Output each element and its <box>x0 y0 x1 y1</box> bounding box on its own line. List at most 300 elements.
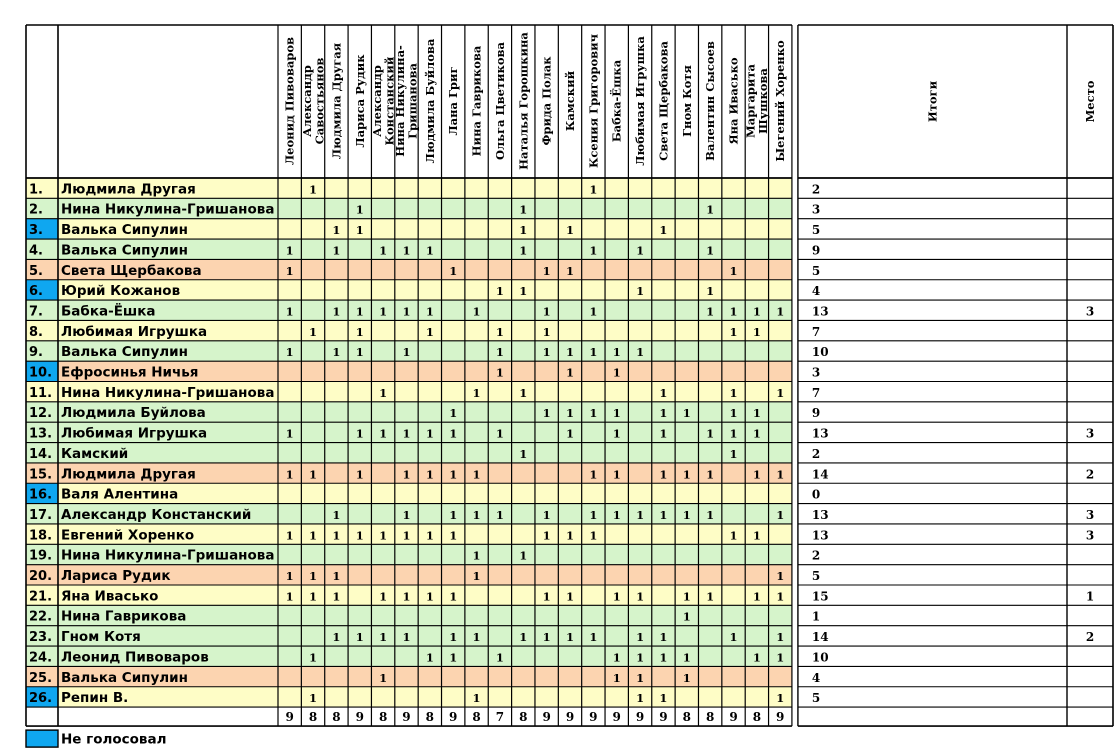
row-total-cell <box>798 382 1113 402</box>
vote-mark: 1 <box>285 528 294 543</box>
vote-mark: 1 <box>565 589 575 604</box>
row-total: 1 <box>811 609 821 624</box>
vote-mark: 1 <box>425 243 434 258</box>
row-number: 8. <box>29 324 43 340</box>
row-number: 26. <box>29 691 53 707</box>
column-total: 9 <box>659 710 668 725</box>
vote-mark: 1 <box>519 630 528 645</box>
vote-mark: 1 <box>636 284 645 299</box>
row-total-cell <box>798 341 1113 361</box>
vote-mark: 1 <box>449 426 458 441</box>
vote-mark: 1 <box>309 691 318 706</box>
column-header-10 <box>493 41 507 159</box>
vote-mark: 1 <box>589 630 598 645</box>
row-name: Яна Ивасько <box>61 588 159 605</box>
vote-mark: 1 <box>472 691 481 706</box>
vote-mark: 1 <box>542 263 551 278</box>
vote-mark: 1 <box>332 630 341 645</box>
row-place: 3 <box>1085 528 1095 543</box>
row-number: 7. <box>29 304 43 320</box>
column-header-18 <box>680 65 694 137</box>
vote-mark: 1 <box>332 528 341 543</box>
row-total: 15 <box>811 589 829 604</box>
row-total-cell <box>798 605 1113 625</box>
row-number: 5. <box>29 263 43 279</box>
row-name: Людмила Другая <box>61 466 196 483</box>
row-number: 9. <box>29 345 43 361</box>
row-place: 2 <box>1085 467 1095 482</box>
row-place: 3 <box>1085 507 1095 522</box>
column-header-22 <box>773 40 787 162</box>
row-total-cell <box>798 443 1113 463</box>
column-header-label: Александр <box>299 65 314 137</box>
vote-mark: 1 <box>449 406 458 421</box>
vote-mark: 1 <box>425 324 434 339</box>
column-header-label: Яна Ивасько <box>726 57 741 145</box>
vote-mark: 1 <box>612 507 621 522</box>
row-total: 13 <box>811 528 829 543</box>
vote-mark: 1 <box>729 304 738 319</box>
column-header-21 <box>744 64 771 138</box>
vote-mark: 1 <box>495 507 504 522</box>
vote-mark: 1 <box>589 345 598 360</box>
vote-mark: 1 <box>729 426 738 441</box>
row-number: 25. <box>29 670 53 686</box>
vote-mark: 1 <box>495 284 504 299</box>
row-name: Валя Алентина <box>61 486 179 503</box>
column-header-label: Валентин Сысоев <box>703 41 718 161</box>
row-total: 9 <box>811 406 821 421</box>
column-total: 9 <box>285 710 294 725</box>
column-total: 8 <box>682 710 691 725</box>
row-total: 9 <box>811 243 821 258</box>
vote-mark: 1 <box>355 202 364 217</box>
vote-mark: 1 <box>729 324 738 339</box>
vote-mark: 1 <box>729 385 738 400</box>
row-total-cell <box>798 178 1113 198</box>
vote-mark: 1 <box>589 507 598 522</box>
vote-mark: 1 <box>285 345 294 360</box>
column-total: 8 <box>472 710 481 725</box>
column-header-label: Лариса Рудик <box>352 54 367 148</box>
column-total: 9 <box>776 710 785 725</box>
vote-mark: 1 <box>519 446 528 461</box>
vote-mark: 1 <box>589 304 598 319</box>
row-number: 23. <box>29 630 53 646</box>
column-header-label: Леонид Пивоваров <box>282 37 297 165</box>
vote-mark: 1 <box>495 365 504 380</box>
vote-mark: 1 <box>682 670 691 685</box>
vote-mark: 1 <box>682 467 691 482</box>
vote-mark: 1 <box>355 426 364 441</box>
vote-mark: 1 <box>752 467 761 482</box>
vote-mark: 1 <box>612 365 621 380</box>
legend-label: Не голосовал <box>61 731 167 748</box>
vote-mark: 1 <box>309 467 318 482</box>
vote-mark: 1 <box>776 507 785 522</box>
vote-mark: 1 <box>472 385 481 400</box>
vote-mark: 1 <box>729 406 738 421</box>
column-header-label: Констанский <box>382 56 397 146</box>
vote-mark: 1 <box>682 650 691 665</box>
vote-mark: 1 <box>495 324 504 339</box>
column-total: 8 <box>308 710 318 725</box>
vote-mark: 1 <box>729 630 738 645</box>
vote-mark: 1 <box>659 691 668 706</box>
vote-mark: 1 <box>776 691 785 706</box>
vote-mark: 1 <box>565 365 575 380</box>
row-total: 13 <box>811 426 829 441</box>
row-number: 16. <box>29 487 53 503</box>
row-total-cell <box>798 219 1113 239</box>
row-total-cell <box>798 361 1113 381</box>
place-header: Место <box>1083 80 1097 123</box>
row-name: Нина Никулина-Гришанова <box>61 384 275 401</box>
vote-mark: 1 <box>776 650 785 665</box>
vote-mark: 1 <box>682 609 691 624</box>
vote-mark: 1 <box>565 630 575 645</box>
vote-mark: 1 <box>752 528 761 543</box>
column-header-16 <box>633 36 647 166</box>
column-total: 9 <box>612 710 621 725</box>
vote-mark: 1 <box>449 650 458 665</box>
vote-mark: 1 <box>332 223 341 238</box>
vote-mark: 1 <box>776 589 785 604</box>
vote-mark: 1 <box>519 223 528 238</box>
vote-mark: 1 <box>309 569 318 583</box>
row-total-cell <box>798 422 1113 442</box>
row-total-cell <box>798 463 1113 483</box>
vote-mark: 1 <box>332 507 341 522</box>
row-name: Валька Сипулин <box>61 669 188 686</box>
column-header-3 <box>329 42 343 159</box>
vote-mark: 1 <box>472 467 481 482</box>
vote-mark: 1 <box>542 589 551 604</box>
row-name: Нина Никулина-Гришанова <box>61 201 275 218</box>
vote-mark: 1 <box>612 467 621 482</box>
row-total-cell <box>798 565 1113 585</box>
vote-mark: 1 <box>659 426 668 441</box>
column-header-1 <box>283 37 297 165</box>
vote-mark: 1 <box>332 569 341 583</box>
row-total-cell <box>798 280 1113 300</box>
vote-mark: 1 <box>612 589 621 604</box>
vote-mark: 1 <box>309 589 318 604</box>
vote-mark: 1 <box>565 528 575 543</box>
vote-mark: 1 <box>682 406 691 421</box>
row-name: Камский <box>61 445 129 462</box>
column-total: 8 <box>378 710 388 725</box>
row-band <box>58 443 792 463</box>
vote-mark: 1 <box>636 650 645 665</box>
column-header-label: Нина Никулина- <box>393 45 408 157</box>
vote-mark: 1 <box>706 284 715 299</box>
vote-mark: 1 <box>636 691 645 706</box>
row-total: 5 <box>811 263 821 278</box>
column-header-7 <box>423 38 437 163</box>
vote-mark: 1 <box>285 263 294 278</box>
row-name: Света Щербакова <box>61 262 202 279</box>
vote-mark: 1 <box>402 304 411 319</box>
column-total: 8 <box>519 710 528 725</box>
vote-mark: 1 <box>449 630 458 645</box>
row-name: Любимая Игрушка <box>61 425 208 442</box>
vote-mark: 1 <box>589 243 598 258</box>
vote-mark: 1 <box>565 426 575 441</box>
vote-mark: 1 <box>472 630 481 645</box>
vote-mark: 1 <box>309 182 318 197</box>
vote-mark: 1 <box>402 589 411 604</box>
row-name: Нина Никулина-Гришанова <box>61 547 275 564</box>
row-total: 7 <box>811 385 821 400</box>
row-total-cell <box>798 300 1113 320</box>
vote-mark: 1 <box>659 467 668 482</box>
row-name: Валька Сипулин <box>61 222 188 239</box>
vote-mark: 1 <box>472 548 481 563</box>
vote-mark: 1 <box>402 345 411 360</box>
vote-mark: 1 <box>355 630 364 645</box>
column-header-label: Маргарита <box>743 64 758 138</box>
row-name: Гном Котя <box>61 629 141 646</box>
vote-mark: 1 <box>659 385 668 400</box>
column-total: 8 <box>705 710 715 725</box>
column-total: 8 <box>332 710 341 725</box>
vote-mark: 1 <box>332 304 341 319</box>
vote-mark: 1 <box>285 467 294 482</box>
vote-mark: 1 <box>659 223 668 238</box>
column-header-label: Камский <box>563 70 577 132</box>
row-number: 13. <box>29 426 53 442</box>
vote-mark: 1 <box>449 507 458 522</box>
vote-mark: 1 <box>425 426 434 441</box>
vote-mark: 1 <box>565 223 575 238</box>
column-header-label: Шушкова <box>756 68 771 134</box>
column-total: 9 <box>355 710 364 725</box>
vote-mark: 1 <box>752 589 761 604</box>
column-total: 9 <box>589 710 598 725</box>
vote-mark: 1 <box>309 528 318 543</box>
vote-mark: 1 <box>542 304 551 319</box>
row-total: 2 <box>811 446 821 461</box>
column-header-label: Света Щербакова <box>656 41 671 161</box>
vote-mark: 1 <box>379 385 388 400</box>
row-total: 5 <box>811 223 821 238</box>
column-header-8 <box>446 66 460 135</box>
row-total-cell <box>798 585 1113 605</box>
vote-mark: 1 <box>589 528 598 543</box>
vote-mark: 1 <box>612 345 621 360</box>
column-header-2 <box>300 58 327 145</box>
vote-mark: 1 <box>379 528 388 543</box>
vote-mark: 1 <box>706 304 715 319</box>
row-name: Валька Сипулин <box>61 344 188 361</box>
vote-mark: 1 <box>472 569 481 583</box>
vote-mark: 1 <box>729 528 738 543</box>
row-total-cell <box>798 666 1113 686</box>
vote-mark: 1 <box>425 650 434 665</box>
vote-mark: 1 <box>776 385 785 400</box>
column-total: 9 <box>729 710 738 725</box>
row-total-cell <box>798 259 1113 279</box>
row-total: 2 <box>811 182 821 197</box>
vote-mark: 1 <box>636 630 645 645</box>
vote-mark: 1 <box>542 324 551 339</box>
vote-mark: 1 <box>682 589 691 604</box>
vote-mark: 1 <box>425 528 434 543</box>
row-total: 4 <box>811 670 821 685</box>
row-total: 10 <box>811 650 829 665</box>
row-total-cell <box>798 504 1113 524</box>
vote-mark: 1 <box>309 650 318 665</box>
vote-mark: 1 <box>285 569 294 583</box>
column-header-label: Ксения Григорович <box>586 33 601 169</box>
column-header-label: Людмила Буйлова <box>422 38 437 164</box>
column-header-label: Ольга Цветикова <box>492 42 507 160</box>
vote-mark: 1 <box>355 304 364 319</box>
column-total: 9 <box>402 710 411 725</box>
vote-mark: 1 <box>495 345 504 360</box>
vote-mark: 1 <box>449 528 458 543</box>
column-header-label: Фрида Полак <box>539 56 554 146</box>
vote-mark: 1 <box>589 182 598 197</box>
vote-mark: 1 <box>706 589 715 604</box>
row-total: 5 <box>811 569 821 583</box>
row-total-cell <box>798 402 1113 422</box>
vote-mark: 1 <box>472 304 481 319</box>
row-total: 3 <box>811 202 821 217</box>
column-header-label: Наталья Горошкина <box>516 32 531 170</box>
column-total: 8 <box>752 710 762 725</box>
vote-mark: 1 <box>636 589 645 604</box>
column-header-label: Нина Гаврикова <box>469 45 484 157</box>
row-name: Евгений Хоренко <box>61 527 195 544</box>
vote-mark: 1 <box>285 243 294 258</box>
vote-mark: 1 <box>636 243 645 258</box>
row-total: 14 <box>811 467 829 482</box>
vote-mark: 1 <box>379 630 388 645</box>
vote-mark: 1 <box>729 263 738 278</box>
column-total: 9 <box>542 710 551 725</box>
vote-mark: 1 <box>402 528 411 543</box>
row-number: 17. <box>29 507 53 523</box>
vote-mark: 1 <box>519 243 528 258</box>
vote-mark: 1 <box>402 507 411 522</box>
column-header-label: Гришанова <box>405 63 420 139</box>
vote-mark: 1 <box>565 263 575 278</box>
row-place: 1 <box>1085 589 1095 604</box>
row-name: Александр Констанский <box>61 506 252 523</box>
row-number: 14. <box>29 446 53 462</box>
row-number: 24. <box>29 650 53 666</box>
vote-mark: 1 <box>472 507 481 522</box>
vote-mark: 1 <box>402 243 411 258</box>
vote-mark: 1 <box>706 507 715 522</box>
vote-mark: 1 <box>425 589 434 604</box>
vote-mark: 1 <box>752 426 761 441</box>
row-total-cell <box>798 239 1113 259</box>
row-total: 14 <box>811 630 829 645</box>
vote-mark: 1 <box>659 507 668 522</box>
vote-mark: 1 <box>636 670 645 685</box>
row-number: 3. <box>29 223 43 239</box>
row-total: 2 <box>811 548 821 563</box>
row-number: 22. <box>29 609 53 625</box>
vote-mark: 1 <box>752 324 761 339</box>
row-total-cell <box>798 198 1113 218</box>
column-total: 9 <box>635 710 645 725</box>
vote-mark: 1 <box>285 589 294 604</box>
vote-mark: 1 <box>659 630 668 645</box>
row-number: 18. <box>29 528 53 544</box>
row-band <box>58 687 792 707</box>
column-header-13 <box>563 70 577 131</box>
row-name: Ефросинья Ничья <box>61 364 199 381</box>
vote-mark: 1 <box>355 345 364 360</box>
column-header-label: Александр <box>369 65 384 137</box>
row-number: 11. <box>29 385 53 401</box>
column-header-9 <box>470 45 484 156</box>
column-header-12 <box>540 56 554 146</box>
row-total-cell <box>798 687 1113 707</box>
row-number: 6. <box>29 284 43 300</box>
row-total: 0 <box>811 487 821 502</box>
column-header-label: Лана Григ <box>446 66 461 136</box>
vote-mark: 1 <box>379 243 388 258</box>
column-header-label: Людмила Другая <box>329 42 344 160</box>
totals-header: Итоги <box>925 80 940 123</box>
vote-mark: 1 <box>285 304 294 319</box>
row-number: 10. <box>29 365 53 381</box>
row-number: 12. <box>29 406 53 422</box>
vote-mark: 1 <box>519 284 528 299</box>
row-total: 13 <box>811 304 829 319</box>
vote-mark: 1 <box>659 650 668 665</box>
row-name: Валька Сипулин <box>61 242 188 259</box>
vote-mark: 1 <box>425 467 434 482</box>
vote-mark: 1 <box>636 345 645 360</box>
vote-mark: 1 <box>706 243 715 258</box>
vote-mark: 1 <box>379 426 388 441</box>
column-header-label: Бабка-Ёшка <box>609 59 624 143</box>
vote-mark: 1 <box>449 589 458 604</box>
vote-mark: 1 <box>542 528 551 543</box>
vote-mark: 1 <box>776 630 785 645</box>
row-total-cell <box>798 524 1113 544</box>
vote-mark: 1 <box>636 507 645 522</box>
vote-mark: 1 <box>332 589 341 604</box>
row-total: 13 <box>811 507 829 522</box>
vote-mark: 1 <box>612 426 621 441</box>
vote-mark: 1 <box>706 426 715 441</box>
vote-mark: 1 <box>332 345 341 360</box>
vote-mark: 1 <box>542 406 551 421</box>
vote-mark: 1 <box>519 202 528 217</box>
vote-mark: 1 <box>355 324 364 339</box>
column-header-label: Гном Котя <box>679 65 694 137</box>
column-header-19 <box>703 41 717 161</box>
vote-mark: 1 <box>402 630 411 645</box>
row-total-cell <box>798 544 1113 564</box>
column-header-4 <box>353 54 367 148</box>
row-number: 4. <box>29 243 43 259</box>
column-header-20 <box>727 57 741 144</box>
row-name: Людмила Другая <box>61 181 196 198</box>
vote-mark: 1 <box>379 304 388 319</box>
vote-mark: 1 <box>542 630 551 645</box>
vote-mark: 1 <box>519 548 528 563</box>
row-name: Лариса Рудик <box>61 568 171 584</box>
vote-mark: 1 <box>565 406 575 421</box>
